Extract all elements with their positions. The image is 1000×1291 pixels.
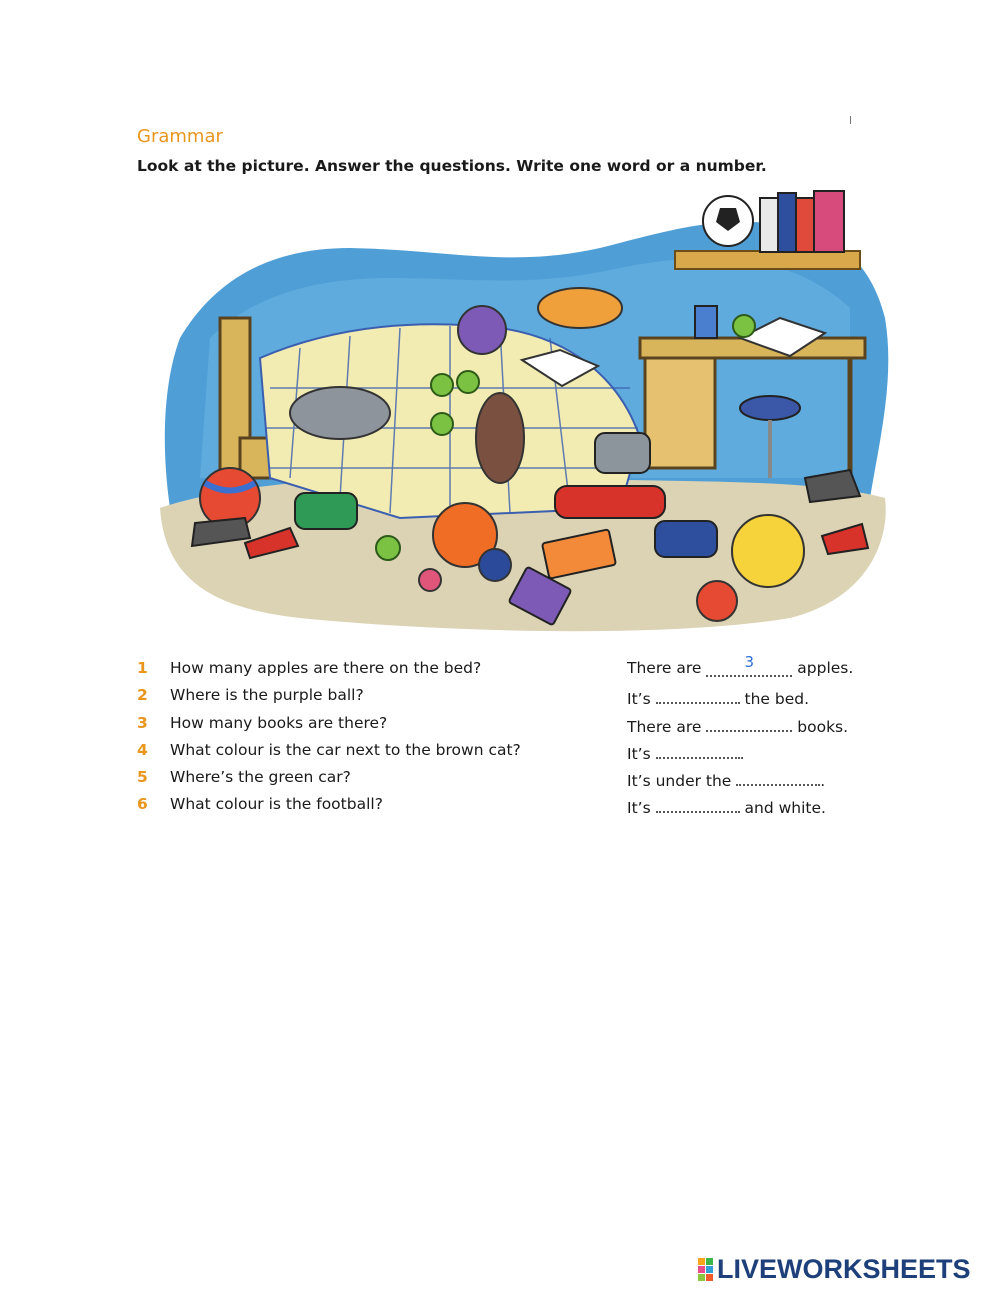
- small-blue-ball: [479, 549, 511, 581]
- purple-ball: [458, 306, 506, 354]
- answer-input-3[interactable]: [706, 714, 792, 732]
- question-text: Where’s the green car?: [170, 768, 351, 787]
- answer-suffix: apples.: [797, 659, 854, 677]
- yellow-star-ball: [732, 515, 804, 587]
- answer-sentence: [627, 741, 745, 763]
- answer-input-6[interactable]: [656, 795, 740, 813]
- shelf: [675, 251, 860, 269]
- liveworksheets-logo[interactable]: [698, 1254, 971, 1284]
- shelf-book-2: [778, 193, 796, 252]
- question-row-3: [137, 714, 877, 741]
- red-car: [555, 486, 665, 518]
- question-text: What colour is the car next to the brown cat?: [170, 740, 521, 759]
- red-ball: [697, 581, 737, 621]
- answer-prefix: There are: [627, 659, 702, 677]
- green-car: [295, 493, 357, 529]
- page-mark: [850, 116, 851, 124]
- answer-prefix: It’s under the: [627, 772, 732, 791]
- question-list: [137, 653, 877, 823]
- messy-bedroom-illustration: [150, 178, 895, 633]
- question-number: 6: [137, 795, 148, 814]
- question-number: 4: [137, 740, 148, 759]
- answer-sentence: [627, 795, 826, 817]
- question-number: 3: [137, 713, 148, 732]
- shelf-book-4: [814, 191, 844, 252]
- answer-value: 3: [744, 653, 755, 671]
- answer-suffix: the bed.: [744, 690, 810, 709]
- question-text: How many books are there?: [170, 713, 388, 732]
- brown-cat: [476, 393, 524, 483]
- question-row-2: [137, 686, 877, 713]
- answer-suffix: .: [739, 744, 745, 763]
- answer-sentence: [627, 768, 825, 790]
- stool: [740, 396, 800, 420]
- answer-input-4[interactable]: [656, 741, 740, 759]
- answer-sentence: [627, 653, 854, 677]
- answer-input-2[interactable]: [656, 686, 740, 704]
- answer-prefix: It’s: [627, 744, 651, 763]
- small-pink-ball: [419, 569, 441, 591]
- question-text: What colour is the football?: [170, 795, 383, 814]
- answer-suffix: .: [820, 772, 826, 791]
- answer-prefix: It’s: [627, 690, 651, 709]
- grey-car: [595, 433, 650, 473]
- logo-blocks-icon: [698, 1258, 713, 1281]
- desk-drawer: [645, 358, 715, 468]
- answer-prefix: It’s: [627, 799, 651, 818]
- orange-cat: [538, 288, 622, 328]
- question-number: 2: [137, 686, 148, 705]
- question-text: How many apples are there on the bed?: [170, 659, 482, 677]
- apple-floor: [376, 536, 400, 560]
- answer-sentence: [627, 686, 809, 708]
- question-number: 1: [137, 659, 148, 677]
- question-row-5: [137, 768, 877, 795]
- answer-suffix: books.: [797, 717, 849, 736]
- worksheet-heading: Grammar: [137, 126, 223, 147]
- worksheet-instruction: Look at the picture. Answer the questions. Write one word or a number.: [137, 157, 767, 175]
- pencil-pot: [695, 306, 717, 338]
- answer-input-5[interactable]: [736, 768, 820, 786]
- question-row-6: [137, 795, 877, 822]
- grey-cat: [290, 387, 390, 439]
- answer-sentence: [627, 714, 848, 736]
- question-row-1: [137, 653, 877, 686]
- question-number: 5: [137, 768, 148, 787]
- shelf-book-1: [760, 198, 778, 252]
- answer-suffix: and white.: [744, 799, 826, 818]
- logo-text: LIVEWORKSHEETS: [717, 1253, 971, 1284]
- question-text: Where is the purple ball?: [170, 686, 364, 705]
- blue-car: [655, 521, 717, 557]
- question-row-4: [137, 741, 877, 768]
- apple-desk: [733, 315, 755, 337]
- answer-input-1[interactable]: [706, 653, 792, 677]
- answer-prefix: There are: [627, 717, 702, 736]
- shelf-book-3: [796, 198, 814, 252]
